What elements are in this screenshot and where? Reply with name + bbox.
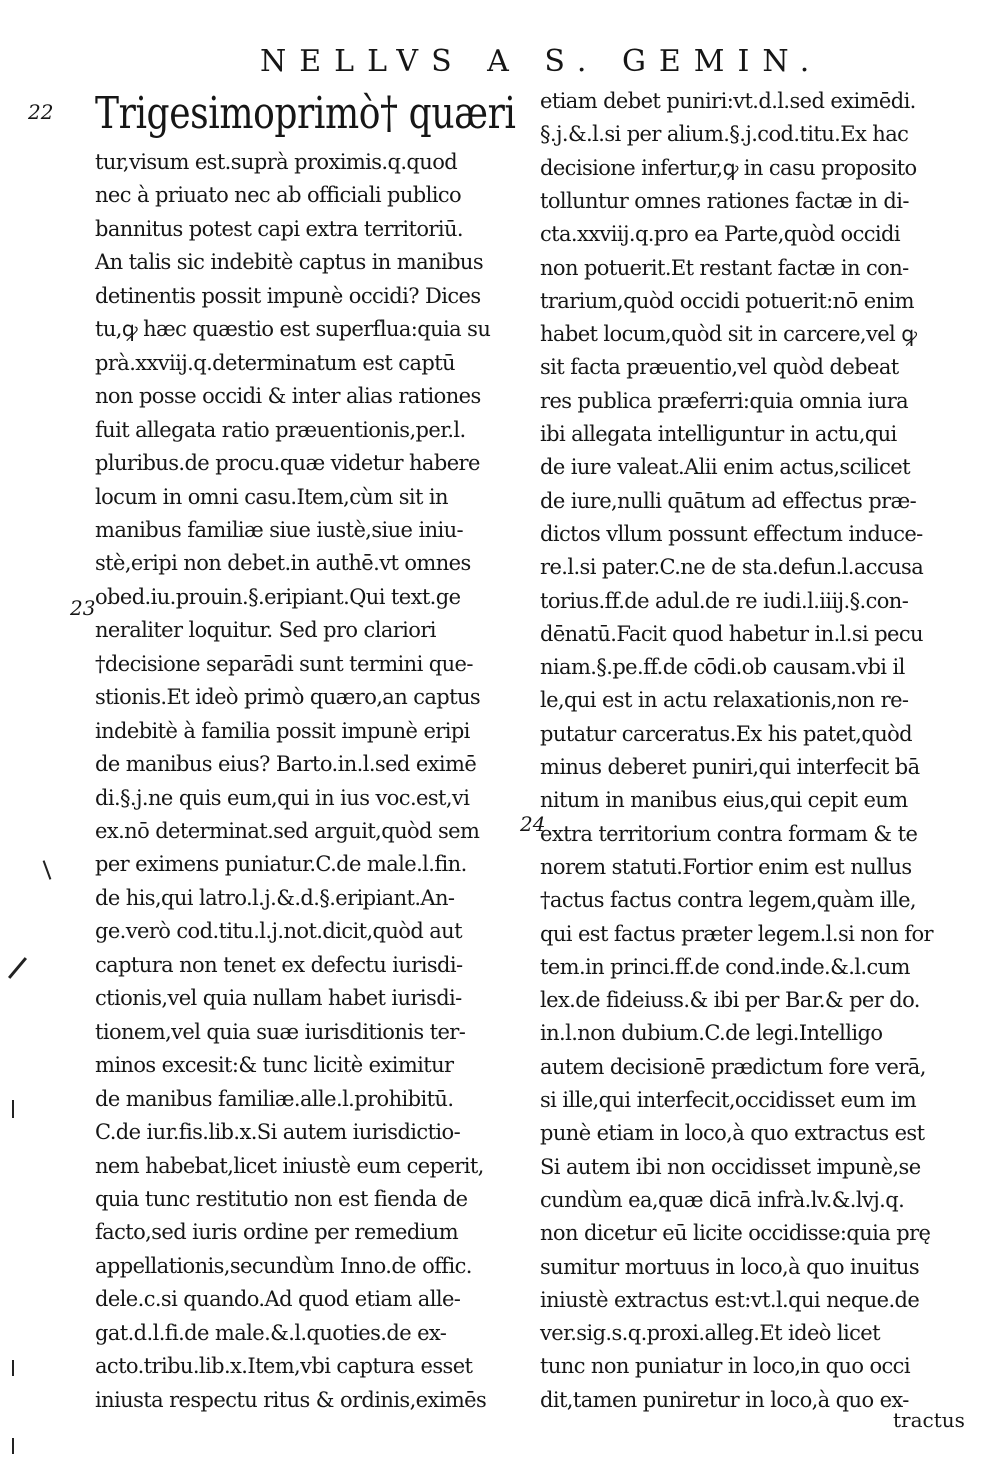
text-line: ge.verò cod.titu.l.j.not.dicit,quòd aut	[95, 919, 462, 944]
text-line: §.j.&.l.si per alium.§.j.cod.titu.Ex hac	[540, 122, 909, 147]
text-line: C.de iur.fis.lib.x.Si autem iurisdictio-	[95, 1120, 461, 1145]
text-line: minos excesit:& tunc licitè eximitur	[95, 1053, 454, 1078]
text-line: autem decisionē prædictum fore verā,	[540, 1054, 926, 1079]
text-line: tem.in princi.ff.de cond.inde.&.l.cum	[540, 954, 910, 979]
text-line: ex.nō determinat.sed arguit,quòd sem	[95, 819, 480, 843]
text-line: †decisione separādi sunt termini que-	[95, 651, 473, 676]
text-line: non potuerit.Et restant factæ in con-	[540, 255, 909, 280]
text-line: prà.xxviij.q.determinatum est captū	[95, 350, 455, 375]
text-line: indebitè à familia possit impunè eripi	[95, 718, 470, 743]
text-line: cta.xxviij.q.pro ea Parte,quòd occidi	[540, 222, 900, 247]
text-line: extra territorium contra formam & te	[540, 821, 918, 846]
text-line: non dicetur eū licite occidisse:quia prę	[540, 1221, 931, 1246]
text-line: norem statuti.Fortior enim est nullus	[540, 854, 912, 879]
text-line: tunc non puniatur in loco,in quo occi	[540, 1354, 910, 1379]
text-line: nitum in manibus eius,qui cepit eum	[540, 788, 908, 813]
marginal-number: 22	[28, 100, 54, 124]
scan-speck	[12, 1360, 14, 1376]
text-line: per eximens puniatur.C.de male.l.fin.	[95, 852, 467, 877]
text-line: niam.§.pe.ff.de cōdi.ob causam.vbi il	[540, 655, 905, 680]
text-line: trarium,quòd occidi potuerit:nō enim	[540, 288, 914, 313]
catchword: tractus	[893, 1408, 965, 1432]
text-line: nem habebat,licet iniustè eum ceperit,	[95, 1153, 484, 1178]
text-line: si ille,qui interfecit,occidisset eum im	[540, 1088, 917, 1112]
text-line: Si autem ibi non occidisset impunè,se	[540, 1154, 921, 1179]
text-line: etiam debet puniri:vt.d.l.sed eximēdi.	[540, 89, 916, 113]
text-line: dēnatū.Facit quod habetur in.l.si pecu	[540, 621, 923, 646]
marginal-number: 23	[70, 596, 96, 620]
text-line: sumitur mortuus in loco,à quo inuitus	[540, 1254, 920, 1279]
text-line: neraliter loquitur. Sed pro clariori	[95, 618, 436, 643]
text-line: lex.de fideiuss.& ibi per Bar.& per do.	[540, 988, 920, 1013]
text-line: di.§.j.ne quis eum,qui in ius voc.est,vi	[95, 785, 470, 810]
text-line: appellationis,secundùm Inno.de offic.	[95, 1253, 472, 1278]
text-line: tolluntur omnes rationes factæ in di-	[540, 188, 909, 213]
text-line: †actus factus contra legem,quàm ille,	[540, 888, 917, 913]
text-line: fuit allegata ratio præuentionis,per.l.	[95, 417, 466, 442]
text-line: stè,eripi non debet.in authē.vt omnes	[95, 551, 471, 576]
text-line: de his,qui latro.l.j.&.d.§.eripiant.An-	[95, 885, 455, 910]
text-line: habet locum,quòd sit in carcere,vel ꝙ	[540, 322, 917, 347]
text-line: An talis sic indebitè captus in manibus	[95, 250, 484, 275]
scan-speck	[12, 1100, 14, 1118]
text-line: iniusta respectu ritus & ordinis,eximēs	[95, 1387, 487, 1412]
text-line: ibi allegata intelliguntur in actu,qui	[540, 422, 897, 446]
text-line: detinentis possit impunè occidi? Dices	[95, 283, 481, 308]
text-line: nec à priuato nec ab officiali publico	[95, 183, 462, 208]
text-line: manibus familiæ siue iustè,siue iniu-	[95, 517, 464, 542]
text-line: facto,sed iuris ordine per remedium	[95, 1220, 459, 1245]
text-line: de manibus familiæ.alle.l.prohibitū.	[95, 1086, 454, 1111]
text-line: acto.tribu.lib.x.Item,vbi captura esset	[95, 1354, 473, 1379]
text-line: res publica præferri:quia omnia iura	[540, 388, 909, 413]
text-line: qui est factus præter legem.l.si non for	[540, 921, 933, 946]
text-line: de manibus eius? Barto.in.l.sed eximē	[95, 752, 477, 777]
text-line: ctionis,vel quia nullam habet iurisdi-	[95, 986, 462, 1011]
text-line: locum in omni casu.Item,cùm sit in	[95, 484, 448, 509]
text-line: dictos vllum possunt effectum induce-	[540, 521, 923, 546]
text-line: punè etiam in loco,à quo extractus est	[540, 1121, 925, 1146]
text-line: dit,tamen puniretur in loco,à quo ex-	[540, 1387, 909, 1412]
text-line: torius.ff.de adul.de re iudi.l.iiij.§.con-	[540, 588, 909, 613]
text-line: putatur carceratus.Ex his patet,quòd	[540, 721, 913, 746]
running-head: NELLVS A S. GEMIN.	[260, 44, 823, 79]
scan-speck	[12, 1438, 14, 1454]
text-line: non posse occidi & inter alias rationes	[95, 384, 481, 409]
text-line: minus deberet puniri,qui interfecit bā	[540, 755, 920, 779]
scan-speck	[8, 957, 27, 979]
text-line: decisione infertur,ꝙ in casu proposito	[540, 155, 917, 180]
text-line: le,qui est in actu relaxationis,non re-	[540, 688, 909, 713]
text-line: de iure,nulli quātum ad effectus præ-	[540, 488, 917, 513]
text-line: stionis.Et ideò primò quæro,an captus	[95, 685, 481, 710]
text-line: ver.sig.s.q.proxi.alleg.Et ideò licet	[540, 1321, 880, 1346]
text-line: pluribus.de procu.quæ videtur habere	[95, 451, 480, 476]
text-line: obed.iu.prouin.§.eripiant.Qui text.ge	[95, 584, 461, 609]
text-line: in.l.non dubium.C.de legi.Intelligo	[540, 1021, 883, 1046]
text-line: tu,ꝙ hæc quæstio est superflua:quia su	[95, 317, 491, 342]
marginal-number: 24	[520, 812, 546, 836]
text-line: bannitus potest capi extra territoriū.	[95, 216, 463, 241]
text-line: captura non tenet ex defectu iurisdi-	[95, 952, 463, 977]
text-line: quia tunc restitutio non est fienda de	[95, 1186, 468, 1211]
text-line: gat.d.l.fi.de male.&.l.quoties.de ex-	[95, 1320, 447, 1345]
text-line: tur,visum est.suprà proximis.q.quod	[95, 150, 458, 174]
text-line: tionem,vel quia suæ iurisditionis ter-	[95, 1019, 466, 1044]
opening-line: Trigesimoprimò† quæri	[95, 88, 516, 139]
text-line: de iure valeat.Alii enim actus,scilicet	[540, 455, 910, 480]
text-line: dele.c.si quando.Ad quod etiam alle-	[95, 1287, 461, 1312]
text-line: iniustè extractus est:vt.l.qui neque.de	[540, 1287, 920, 1312]
scan-speck	[43, 860, 52, 879]
text-line: sit facta præuentio,vel quòd debeat	[540, 355, 899, 380]
text-line: cundùm ea,quæ dicā infrà.lv.&.lvj.q.	[540, 1187, 905, 1212]
text-line: re.l.si pater.C.ne de sta.defun.l.accusa	[540, 555, 924, 580]
